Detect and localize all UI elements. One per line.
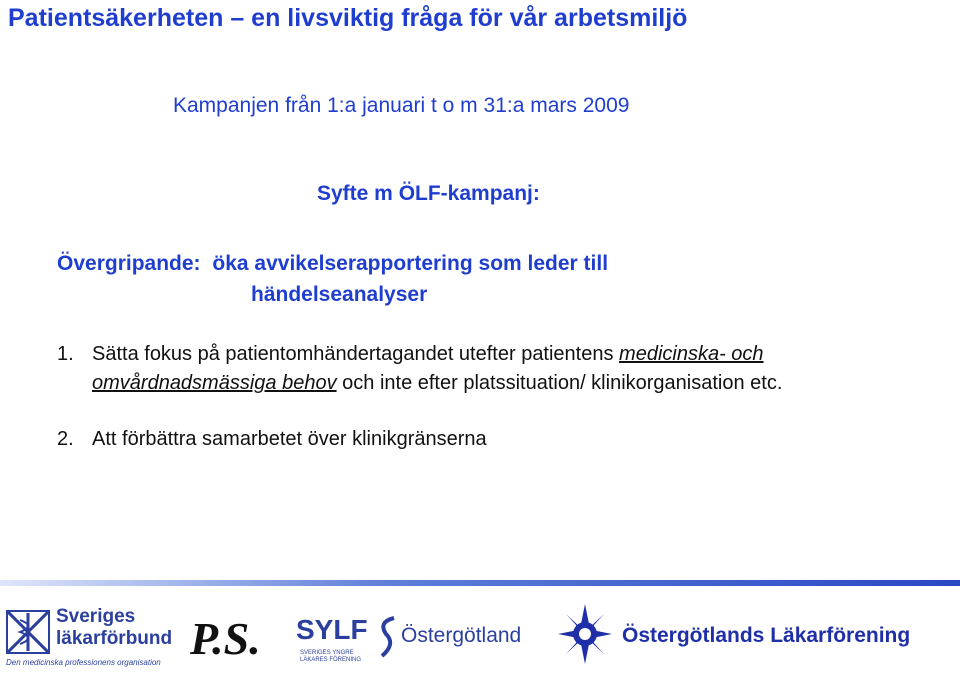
overall-goal xyxy=(57,248,608,310)
olf-name: Östergötlands Läkarförening xyxy=(622,624,911,647)
ps-logo xyxy=(186,610,272,668)
aesculapius-icon xyxy=(6,610,50,654)
sylf-subtitle: SVERIGES YNGRE LÄKARES FÖRENING xyxy=(300,650,362,663)
logo-strip xyxy=(0,598,960,676)
list-item xyxy=(57,340,917,398)
sylf-logo xyxy=(296,612,546,668)
purpose-heading: Syfte m ÖLF-kampanj: xyxy=(317,182,540,205)
ps-text: P.S. xyxy=(190,613,261,664)
sylf-swirl-icon xyxy=(376,612,398,662)
ostergotlands-lakarforening-logo xyxy=(556,602,956,672)
overall-goal-label: Övergripande: xyxy=(57,252,201,275)
list-text-end: och inte efter platssituation/ klinikorganisation etc. xyxy=(336,372,783,394)
sveriges-line2: läkarförbund xyxy=(56,628,173,649)
list-text-underlined: medicinska- och omvårdnadsmässiga behov xyxy=(92,343,764,394)
star-emblem-icon xyxy=(556,602,614,666)
list-number: 2. xyxy=(57,428,74,450)
divider-bar xyxy=(0,580,960,586)
overall-goal-text-2: händelseanalyser xyxy=(251,283,428,306)
list-text: Att förbättra samarbetet över klinikgränserna xyxy=(92,428,487,450)
page-title: Patientsäkerheten – en livsviktig fråga för vår arbetsmiljö xyxy=(8,4,688,32)
sveriges-tagline: Den medicinska professionens organisation xyxy=(6,658,161,667)
sveriges-line1: Sveriges xyxy=(56,606,136,627)
sylf-region: Östergötland xyxy=(401,624,522,647)
sveriges-lakarforbund-logo xyxy=(4,606,174,670)
goal-list xyxy=(57,340,917,454)
list-item xyxy=(57,425,917,454)
list-number: 1. xyxy=(57,343,74,365)
sylf-name: SYLF xyxy=(296,614,368,645)
list-text: Sätta fokus på patientomhändertagandet utefter patientens xyxy=(92,343,620,365)
campaign-period: Kampanjen från 1:a januari t o m 31:a mars 2009 xyxy=(173,94,630,117)
overall-goal-text-1: öka avvikelserapportering som leder till xyxy=(212,252,609,275)
